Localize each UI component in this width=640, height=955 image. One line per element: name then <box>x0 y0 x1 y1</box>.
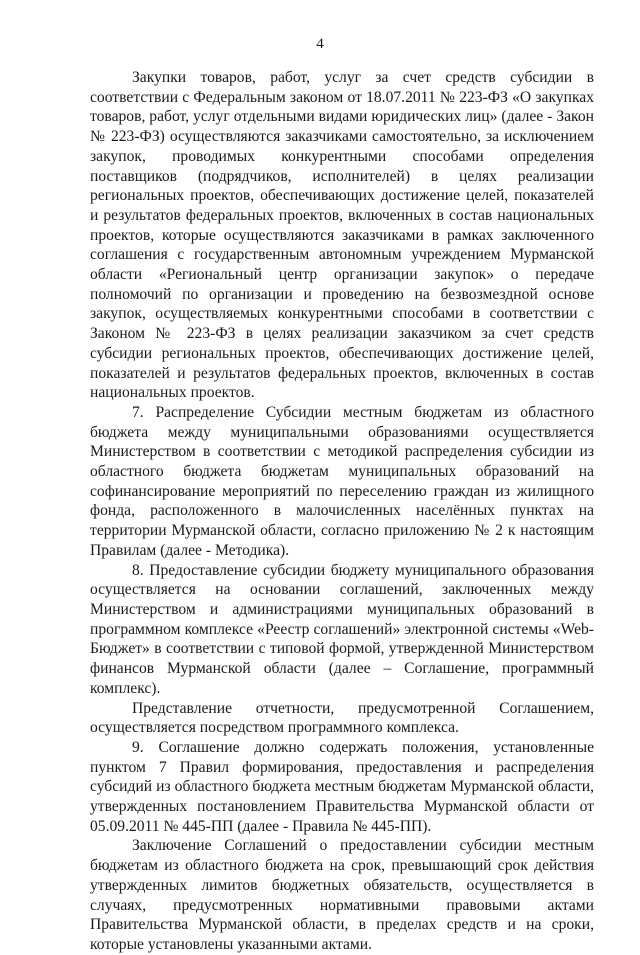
page-number: 4 <box>316 36 324 52</box>
paragraph-item-7: 7. Распределение Субсидии местным бюджетам из областного бюджета между муниципальными образованиями осуществляется Министерством в соответствии с методикой распределения субсидии из областного бюджета бюджетам муниципальных образований на софинансирование мероприятий по переселению граждан из жилищного фонда, расположенного в малочисленных населённых пунктах на территории Мурманской области, согласно приложению № 2 к настоящим Правилам (далее - Методика). <box>90 403 594 559</box>
document-body <box>90 68 594 955</box>
paragraph-item-8: 8. Предоставление субсидии бюджету муниципального образования осуществляется на основании соглашений, заключенных между Министерством и администрациями муниципальных образований в программном комплексе «Реестр соглашений» электронной системы «Web-Бюджет» в соответствии с типовой формой, утвержденной Министерством финансов Мурманской области (далее – Соглашение, программный комплекс). <box>90 561 594 697</box>
paragraph-reporting: Представление отчетности, предусмотренной Соглашением, осуществляется посредством программного комплекса. <box>90 699 594 737</box>
paragraph-agreement-term: Заключение Соглашений о предоставлении субсидии местным бюджетам из областного бюджета на срок, превышающий срок действия утвержденных лимитов бюджетных обязательств, осуществляется в случаях, предусмотренных нормативными правовыми актами Правительства Мурманской области, в пределах средств и на сроки, которые установлены указанными актами. <box>90 837 594 953</box>
paragraph-procurement: Закупки товаров, работ, услуг за счет средств субсидии в соответствии с Федеральным законом от 18.07.2011 № 223-ФЗ «О закупках товаров, работ, услуг отдельными видами юридических лиц» (далее - Закон № 223-ФЗ) осуществляются заказчиками самостоятельно, за исключением закупок, проводимых конкурентными способами определения поставщиков (подрядчиков, исполнителей) в целях реализации региональных проектов, обеспечивающих достижение целей, показателей и результатов федеральных проектов, включенных в состав национальных проектов, которые осуществляются заказчиками в рамках заключенного соглашения с государственным автономным учреждением Мурманской области «Региональный центр организации закупок» о передаче полномочий по организации и проведению на безвозмездной основе закупок, осуществляемых конкурентными способами в соответствии с Законом № 223-ФЗ в целях реализации заказчиком за счет средств субсидии региональных проектов, обеспечивающих достижение целей, показателей и результатов федеральных проектов, включенных в состав национальных проектов. <box>90 69 594 402</box>
paragraph-item-9: 9. Соглашение должно содержать положения, установленные пунктом 7 Правил формирования, предоставления и распределения субсидий из областного бюджета местным бюджетам Мурманской области, утвержденных постановлением Правительства Мурманской области от 05.09.2011 № 445-ПП (далее - Правила № 445-ПП). <box>90 738 594 835</box>
